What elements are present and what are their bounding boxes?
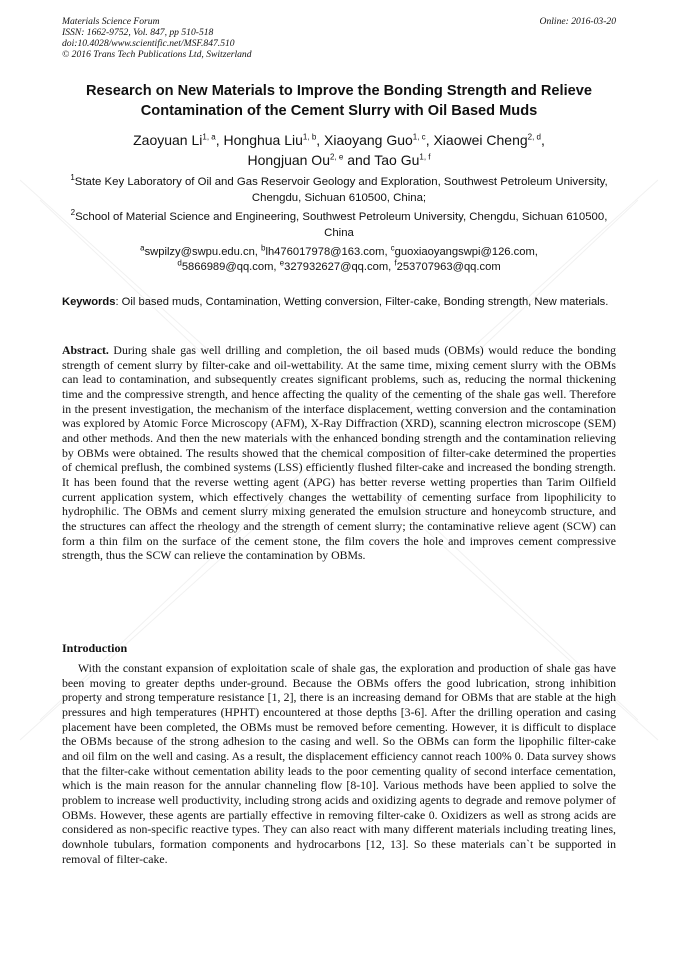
email-address[interactable]: 253707963@qq.com: [396, 261, 501, 273]
author-list: [50, 130, 628, 170]
author-name: Tao Gu: [374, 152, 420, 168]
email-mark: a: [140, 243, 145, 253]
author-name: Xiaowei Cheng: [433, 132, 528, 148]
author-name: Zaoyuan Li: [133, 132, 203, 148]
email-address[interactable]: 327932627@qq.com: [284, 261, 389, 273]
paper-title: Research on New Materials to Improve the Bonding Strength and Relieve Contamination of the Cement Slurry with Oil Based Muds: [85, 83, 593, 119]
author-separator: ,: [215, 132, 224, 148]
author-separator: ,: [425, 132, 434, 148]
copyright-line: © 2016 Trans Tech Publications Ltd, Switzerland: [62, 49, 252, 60]
affiliation-mark: 1: [70, 173, 75, 183]
affiliation-text: State Key Laboratory of Oil and Gas Reservoir Geology and Exploration, Southwest Petroleum University, Chengdu, Sichuan 610500, China;: [74, 176, 608, 204]
affiliation-text: School of Material Science and Engineering, Southwest Petroleum University, Chengdu, Sichuan 610500, China: [75, 211, 608, 239]
email-mark: e: [279, 258, 285, 268]
introduction-paragraph: With the constant expansion of exploitation scale of shale gas, the exploration and production of shale gas have been moving to greater depths under-ground. Because the OBMs offers the good lubrication, strong inhibition property and strong temperature resistance [1, 2], there is an increasing demand for OBMs that are stable at the high pressures and high temperatures (HPHT) encountered at those depths [3-6]. After the drilling operation and casing placement have been completed, the OBMs must be removed before cementing. However, it is difficult to displace the OBMs because of the strong adhesion to the casing and well. So the OBMs can form the lipophilic filter-cake and oil film on the well and casing. As a result, the displacement efficiency cannot reach 100% 0. Data survey shows that the filter-cake without cementation ability leads to the poor cementing quality of second interface cementation, which is the main reason for the annular channeling flow [8-10]. Various methods have been applied to solve the problem to increase well productivity, including strong acids and oxidizing agents to degrade and remove polymer of OBMs. However, these agents are partially effective in removing filter-cake 0. Oxidizers as well as strong acids are considered as non-specific reactive types. They can also react with many different materials including treating lines, downhole tubulars, formation components and hydrocarbons [12, 13]. So these materials can`t be supported in removal of filter-cake.: [62, 661, 616, 866]
email-separator: ,: [534, 246, 538, 258]
author-affiliation-mark: 1, c: [412, 132, 426, 142]
email-separator: ,: [254, 246, 262, 258]
author-name: Honghua Liu: [223, 132, 303, 148]
email-address[interactable]: guoxiaoyangswpi@126.com: [394, 246, 535, 258]
email-separator: ,: [273, 261, 280, 273]
email-address[interactable]: 5866989@qq.com: [181, 261, 274, 273]
author-affiliation-mark: 2, d: [527, 132, 541, 142]
publication-info: [62, 16, 252, 60]
author-affiliation-mark: 2, e: [330, 152, 344, 162]
abstract-text: During shale gas well drilling and completion, the oil based muds (OBMs) would reduce the bonding strength of cement slurry by filter-cake and oil-wettability. At the same time, mixing cement slurry with the OBMs can lead to contamination, and subsequently creates significant problems, such as, reducing the normal thickening time and the compressive strength, and hence affecting the quality of the cementing of the shale gas well. Therefore in the present investigation, the mechanism of the interface displacement, wetting conversion and the contamination was explored by Atomic Force Microscopy (AFM), X-Ray Diffraction (XRD), scanning electron microscope (SEM) and other methods. And then the new materials with the enhanced bonding strength and the contamination relieving by OBMs were obtained. The results showed that the chemical composition of filter-cake determined the properties of chemical preflush, the combined systems (LSS) efficiently flushed filter-cake and increased the bonding strength. It has been found that the reverse wetting agent (APG) has better reverse wetting properties than Tarim Oilfield current application system, which effectively changes the wettability of cementing surface from lipophilicity to hydrophilic. The OBMs and cement slurry mixing generated the emulsion structure and honeycomb structure, and the structures can affect the rheology and the strength of cement slurry; the contaminative relieve agent (SCW) can form a thin film on the surface of the cement stone, the film covers the hole and improves cement compressive strength, thus the SCW can relieve the contamination by OBMs.: [62, 343, 616, 563]
abstract-label: Abstract.: [62, 343, 109, 357]
introduction-heading: Introduction: [62, 641, 128, 655]
journal-name: Materials Science Forum: [62, 16, 160, 27]
author-affiliation-mark: 1, b: [302, 132, 317, 142]
keywords-text: : Oil based muds, Contamination, Wetting conversion, Filter-cake, Bonding strength, New materials.: [115, 296, 609, 308]
affiliation-mark: 2: [70, 208, 76, 218]
email-mark: d: [177, 258, 182, 268]
email-mark: b: [261, 243, 266, 253]
doi-line: doi:10.4028/www.scientific.net/MSF.847.510: [62, 38, 235, 49]
author-name: Hongjuan Ou: [247, 152, 330, 168]
email-list: [62, 245, 616, 275]
abstract-paragraph: [62, 343, 616, 563]
author-affiliation-mark: 1, a: [202, 132, 216, 142]
author-separator: ,: [540, 132, 545, 148]
email-address[interactable]: lh476017978@163.com: [265, 246, 385, 258]
email-separator: ,: [388, 261, 395, 273]
issn-line: ISSN: 1662-9752, Vol. 847, pp 510-518: [62, 27, 214, 38]
affiliation-2: [62, 209, 616, 241]
keywords-paragraph: [62, 295, 616, 311]
author-separator: ,: [316, 132, 325, 148]
email-address[interactable]: swpilzy@swpu.edu.cn: [144, 246, 255, 258]
author-name: Xiaoyang Guo: [324, 132, 413, 148]
affiliation-1: [62, 174, 616, 206]
keywords-label: Keywords: [62, 296, 116, 308]
email-mark: f: [394, 258, 397, 268]
author-separator: and: [343, 152, 375, 168]
online-date: Online: 2016-03-20: [539, 16, 616, 27]
author-affiliation-mark: 1, f: [419, 152, 431, 162]
email-separator: ,: [384, 246, 391, 258]
email-mark: c: [390, 243, 395, 253]
